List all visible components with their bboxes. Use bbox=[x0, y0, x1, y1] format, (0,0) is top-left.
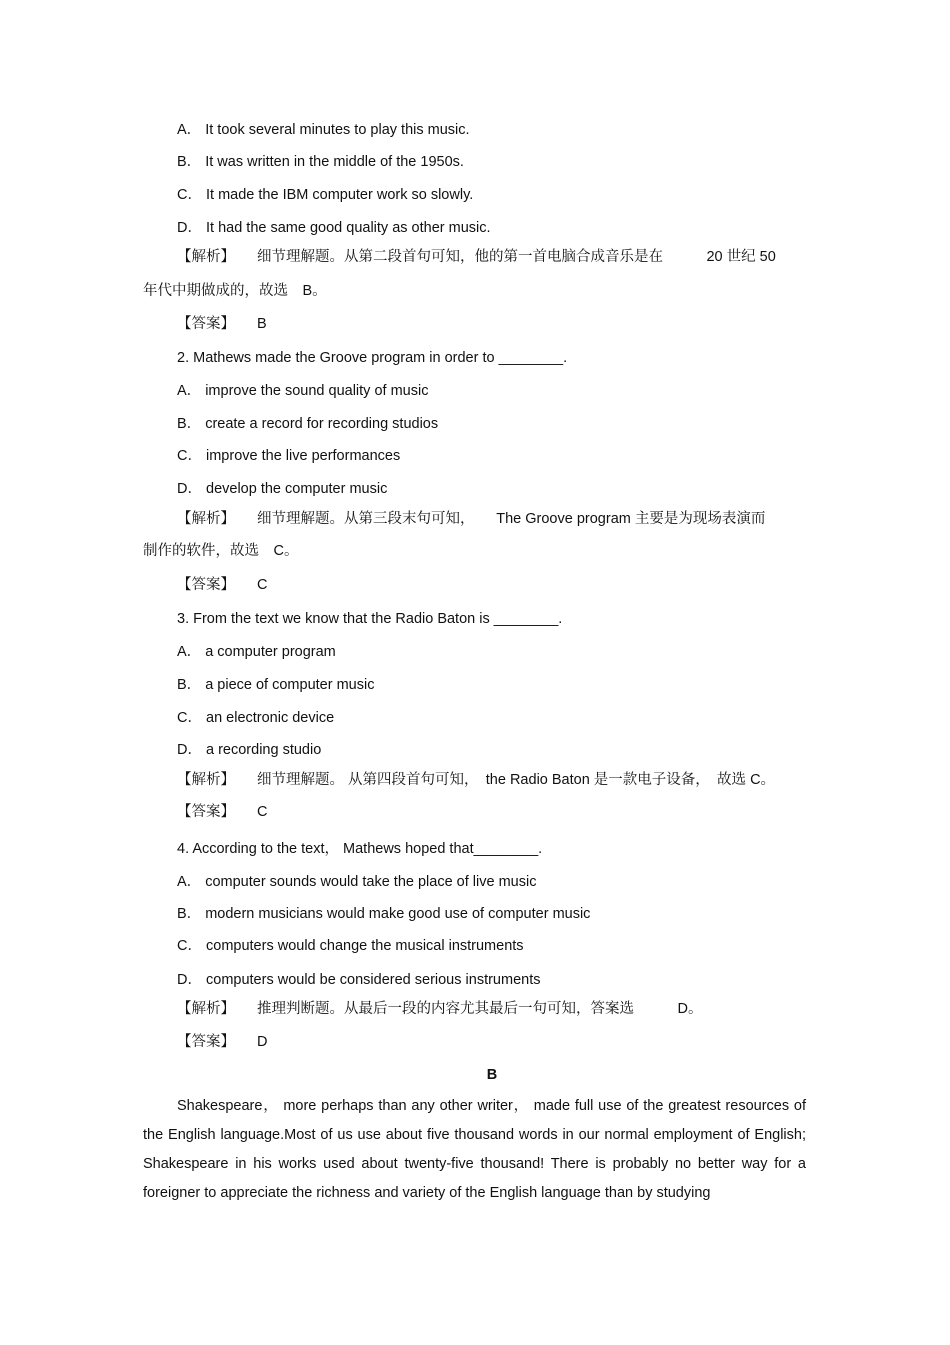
analysis-text: 细节理解题。从第二段首句可知，他的第一首电脑合成音乐是在 20 世纪 50 bbox=[257, 249, 776, 265]
q3-stem: 3. From the text we know that the Radio Baton is ________. bbox=[177, 611, 563, 627]
analysis-text: 推理判断题。从最后一段的内容尤其最后一句可知，答案选 D。 bbox=[257, 1001, 703, 1017]
q1-analysis-cont: 年代中期做成的，故选 B。 bbox=[143, 283, 327, 299]
q1-option-b: B． It was written in the middle of the 1950s. bbox=[177, 154, 464, 170]
q4-option-c: C． computers would change the musical instruments bbox=[177, 938, 524, 954]
q4-option-b: B． modern musicians would make good use of computer music bbox=[177, 906, 591, 922]
answer-value: C bbox=[257, 577, 268, 593]
q2-analysis bbox=[177, 510, 765, 528]
answer-tag: 【答案】 bbox=[177, 577, 235, 593]
answer-tag: 【答案】 bbox=[177, 804, 235, 820]
q3-option-c: C． an electronic device bbox=[177, 710, 335, 726]
q4-answer bbox=[177, 1033, 267, 1051]
answer-value: C bbox=[257, 804, 268, 820]
q3-option-d: D． a recording studio bbox=[177, 742, 322, 758]
q1-option-c: C． It made the IBM computer work so slowly. bbox=[177, 187, 474, 203]
analysis-text: 细节理解题。 从第四段首句可知， the Radio Baton 是一款电子设备， 故选 C。 bbox=[257, 772, 776, 788]
q3-answer bbox=[177, 803, 267, 821]
q3-analysis bbox=[177, 771, 775, 789]
q2-option-a: A． improve the sound quality of music bbox=[177, 383, 429, 399]
passage-paragraph: Shakespeare， more perhaps than any other writer， made full use of the greatest resources of the English language.Most of us use about five thousand words in our normal employment of English; Shakespeare in his works used about twenty-five thousand! There is probably no better way for a foreigner to appreciate the richness and variety of the English language than by studying bbox=[143, 1098, 806, 1201]
q1-answer bbox=[177, 315, 267, 333]
q1-option-a: A． It took several minutes to play this music. bbox=[177, 122, 470, 138]
answer-value: D bbox=[257, 1034, 268, 1050]
analysis-tag: 【解析】 bbox=[177, 511, 235, 527]
analysis-tag: 【解析】 bbox=[177, 249, 235, 265]
q4-option-a: A． computer sounds would take the place of live music bbox=[177, 874, 537, 890]
answer-tag: 【答案】 bbox=[177, 316, 235, 332]
q1-option-d: D． It had the same good quality as other music. bbox=[177, 220, 491, 236]
answer-tag: 【答案】 bbox=[177, 1034, 235, 1050]
q4-stem: 4. According to the text， Mathews hoped that________. bbox=[177, 841, 543, 857]
q2-answer bbox=[177, 576, 267, 594]
q2-stem: 2. Mathews made the Groove program in order to ________. bbox=[177, 350, 568, 366]
analysis-tag: 【解析】 bbox=[177, 772, 235, 788]
q4-option-d: D． computers would be considered serious instruments bbox=[177, 972, 541, 988]
section-heading: B bbox=[486, 1067, 498, 1083]
q1-analysis bbox=[177, 248, 776, 266]
analysis-text: 细节理解题。从第三段末句可知， The Groove program 主要是为现场表演而 bbox=[257, 511, 766, 527]
q4-analysis bbox=[177, 1000, 702, 1018]
passage bbox=[143, 1092, 806, 1208]
q2-option-d: D． develop the computer music bbox=[177, 481, 388, 497]
q3-option-b: B． a piece of computer music bbox=[177, 677, 375, 693]
q2-option-b: B． create a record for recording studios bbox=[177, 416, 439, 432]
q2-option-c: C． improve the live performances bbox=[177, 448, 401, 464]
q3-option-a: A． a computer program bbox=[177, 644, 336, 660]
q2-analysis-cont: 制作的软件，故选 C。 bbox=[143, 543, 299, 559]
answer-value: B bbox=[257, 316, 267, 332]
analysis-tag: 【解析】 bbox=[177, 1001, 235, 1017]
